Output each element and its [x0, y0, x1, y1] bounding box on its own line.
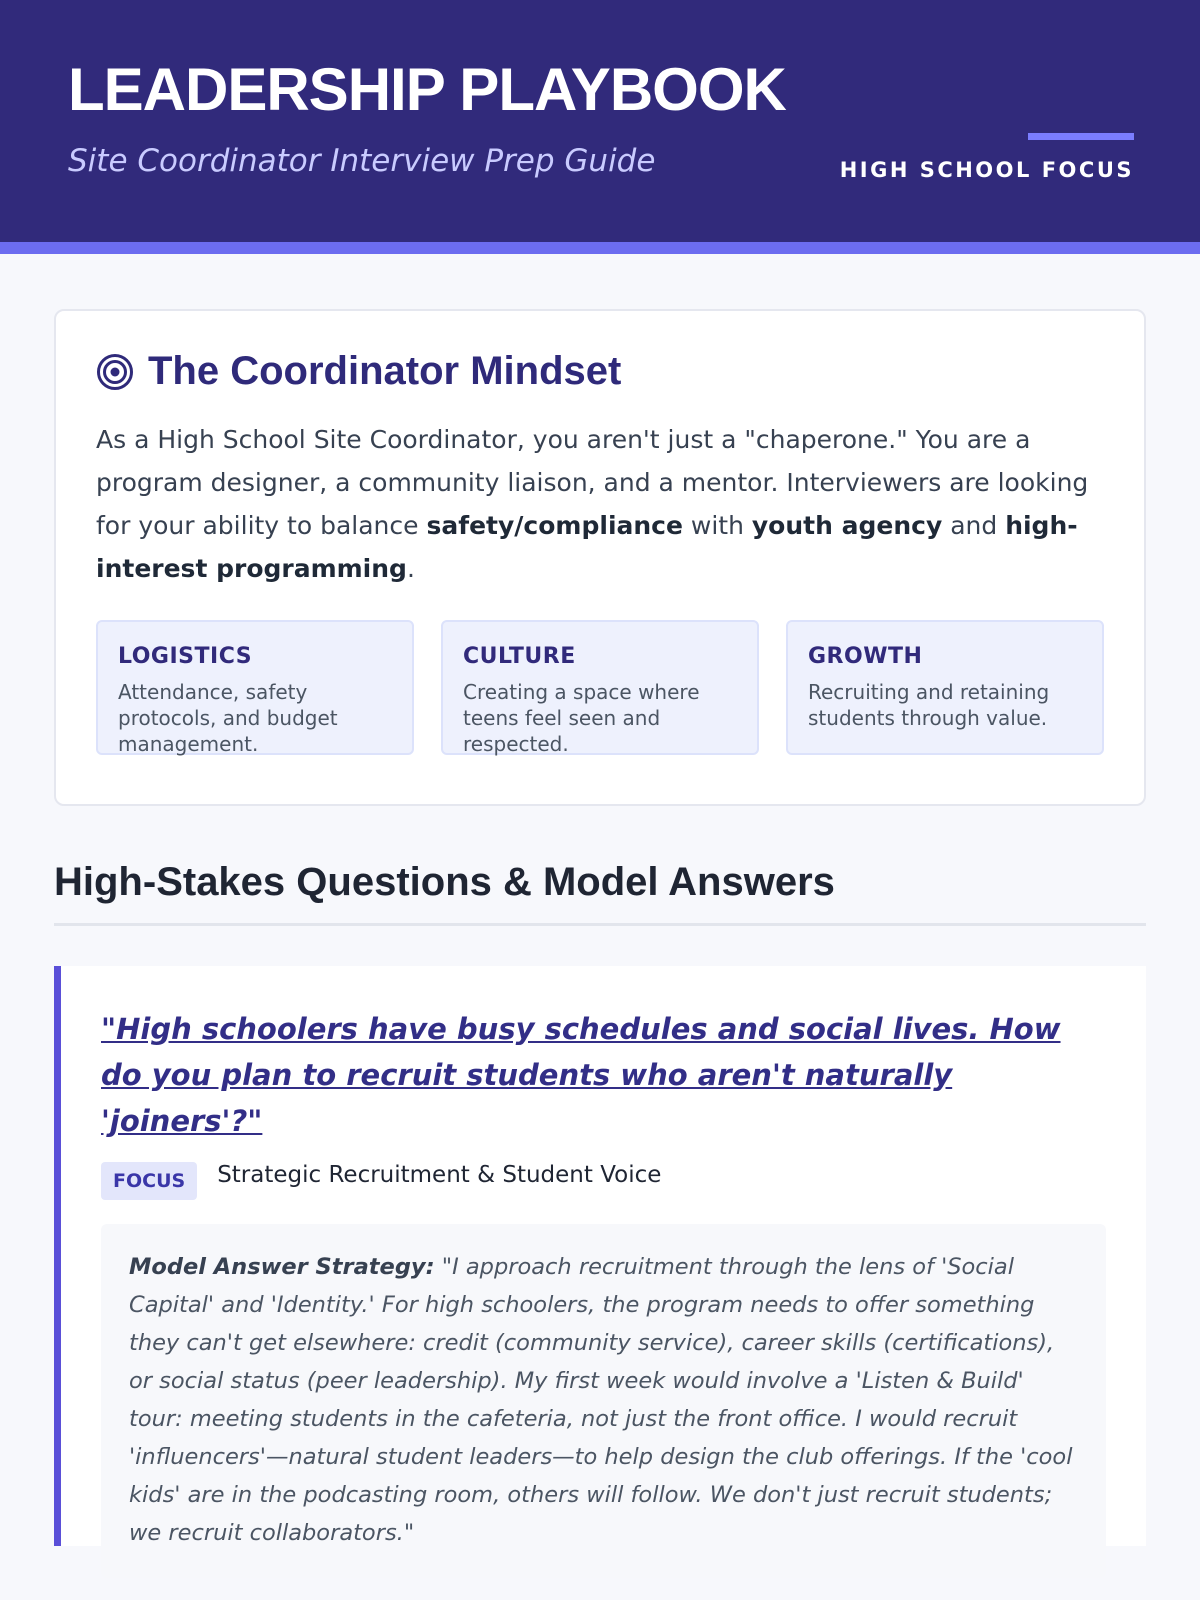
- mindset-description: [96, 418, 1104, 590]
- pillar-title: CULTURE: [463, 644, 576, 669]
- mindset-end-punct: .: [406, 554, 415, 583]
- main-content: [0, 309, 1200, 1546]
- focus-label: Strategic Recruitment & Student Voice: [217, 1162, 662, 1188]
- pillar-culture: [441, 620, 759, 755]
- mindset-connector-2: and: [942, 511, 1006, 540]
- question-link[interactable]: "High schoolers have busy schedules and social lives. How do you plan to recruit students who aren't naturally 'joiners'?": [101, 1012, 1061, 1138]
- mindset-title: The Coordinator Mindset: [148, 349, 622, 393]
- pillar-description: Creating a space where teens feel seen and respected.: [463, 680, 700, 756]
- focus-badge: FOCUS: [101, 1162, 197, 1200]
- mindset-heading: [96, 349, 1104, 394]
- page-title: LEADERSHIP PLAYBOOK: [68, 56, 786, 123]
- answer-label: Model Answer Strategy:: [129, 1254, 435, 1280]
- mindset-connector-1: with: [682, 511, 752, 540]
- header-accent-bar: [1028, 133, 1134, 140]
- pillars-row: [96, 620, 1104, 755]
- pillar-description: Recruiting and retaining students through value.: [808, 680, 1050, 730]
- model-answer-box: [101, 1224, 1106, 1578]
- mindset-card: [54, 309, 1146, 806]
- pillar-title: GROWTH: [808, 644, 923, 669]
- pillar-title: LOGISTICS: [118, 644, 253, 669]
- pillar-description: Attendance, safety protocols, and budget management.: [118, 680, 338, 756]
- focus-row: [101, 1160, 1106, 1200]
- pillar-logistics: [96, 620, 414, 755]
- focus-tag: HIGH SCHOOL FOCUS: [839, 158, 1134, 182]
- questions-section-heading: High-Stakes Questions & Model Answers: [54, 860, 1146, 926]
- question-card: [54, 966, 1146, 1546]
- target-icon: [96, 353, 134, 391]
- answer-text: "I approach recruitment through the lens of 'Social Capital' and 'Identity.' For high schoolers, the program needs to offer something they can't get elsewhere: credit (community service), career skills (certifications), or social status (peer leadership). My first week would involve a 'Listen & Build' tour: meeting students in the cafeteria, not just the front office. I would recruit 'influencers'—natural student leaders—to help design the club offerings. If the 'cool kids' are in the podcasting room, others will follow. We don't just recruit students; we recruit collaborators.": [129, 1254, 1073, 1546]
- mindset-intro-text: As a High School Site Coordinator, you aren't just a "chaperone." You are a program designer, a community liaison, and a mentor. Interviewers are looking for your ability to balance: [96, 425, 1089, 540]
- emphasis-youth-agency: youth agency: [751, 511, 943, 540]
- emphasis-safety: safety/compliance: [426, 511, 683, 540]
- page-header: [0, 0, 1200, 254]
- emphasis-programming: high-interest programming: [96, 511, 1078, 583]
- page-subtitle: Site Coordinator Interview Prep Guide: [68, 143, 656, 179]
- pillar-growth: [786, 620, 1104, 755]
